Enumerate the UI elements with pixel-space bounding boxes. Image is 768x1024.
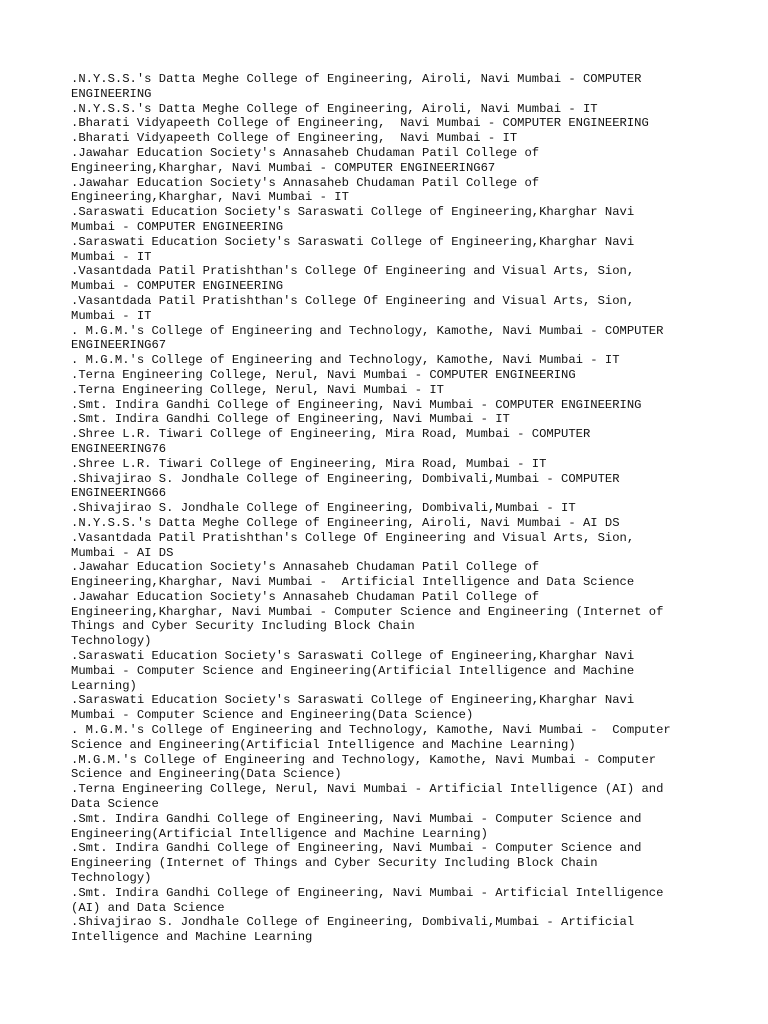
text-line: Data Science [71,797,159,812]
text-line: Things and Cyber Security Including Block Chain [71,619,415,634]
text-line: Engineering,Kharghar, Navi Mumbai - Artificial Intelligence and Data Science [71,575,635,590]
text-line: .Jawahar Education Society's Annasaheb Chudaman Patil College of [71,560,540,575]
text-line: Mumbai - COMPUTER ENGINEERING [71,279,284,294]
text-line: .Bharati Vidyapeeth College of Engineering, Navi Mumbai - IT [71,131,518,146]
text-line: .Bharati Vidyapeeth College of Engineering, Navi Mumbai - COMPUTER ENGINEERING [71,116,649,131]
text-line: Mumbai - Computer Science and Engineering(Artificial Intelligence and Machine [71,663,635,678]
text-line: .Smt. Indira Gandhi College of Engineering, Navi Mumbai - Artificial Intelligence [71,885,664,900]
text-line: .Saraswati Education Society's Saraswati College of Engineering,Kharghar Navi [71,649,635,664]
text-line: .Shivajirao S. Jondhale College of Engineering, Dombivali,Mumbai - IT [71,501,576,516]
text-line: Technology) [71,871,152,886]
text-line: ENGINEERING66 [71,486,167,501]
text-line: Engineering,Kharghar, Navi Mumbai - COMPUTER ENGINEERING67 [71,160,496,175]
text-line: .M.G.M.'s College of Engineering and Technology, Kamothe, Navi Mumbai - Computer [71,752,657,767]
text-line: .Jawahar Education Society's Annasaheb Chudaman Patil College of [71,589,540,604]
text-line: Science and Engineering(Data Science) [71,767,342,782]
text-line: Learning) [71,678,137,693]
text-line: ENGINEERING67 [71,338,167,353]
text-line: .Vasantdada Patil Pratishthan's College Of Engineering and Visual Arts, Sion, [71,264,635,279]
college-list-text [71,72,711,945]
text-line: .Saraswati Education Society's Saraswati College of Engineering,Kharghar Navi [71,205,635,220]
text-line: .Saraswati Education Society's Saraswati College of Engineering,Kharghar Navi [71,234,635,249]
text-line: Mumbai - COMPUTER ENGINEERING [71,219,284,234]
text-line: Technology) [71,634,152,649]
text-line: .Smt. Indira Gandhi College of Engineering, Navi Mumbai - IT [71,412,510,427]
text-line: (AI) and Data Science [71,900,225,915]
text-line: Science and Engineering(Artificial Intelligence and Machine Learning) [71,737,576,752]
text-line: .N.Y.S.S.'s Datta Meghe College of Engineering, Airoli, Navi Mumbai - COMPUTER [71,72,642,86]
text-line: Mumbai - AI DS [71,545,174,560]
text-line: ENGINEERING [71,86,152,101]
text-line: .Smt. Indira Gandhi College of Engineering, Navi Mumbai - Computer Science and [71,811,642,826]
text-line: Engineering,Kharghar, Navi Mumbai - Computer Science and Engineering (Internet of [71,604,664,619]
text-line: .Terna Engineering College, Nerul, Navi Mumbai - COMPUTER ENGINEERING [71,367,576,382]
text-line: . M.G.M.'s College of Engineering and Technology, Kamothe, Navi Mumbai - COMPUTER [71,323,664,338]
text-line: . M.G.M.'s College of Engineering and Technology, Kamothe, Navi Mumbai - Computer [71,723,671,738]
text-line: .Smt. Indira Gandhi College of Engineering, Navi Mumbai - Computer Science and [71,841,642,856]
text-line: .Jawahar Education Society's Annasaheb Chudaman Patil College of [71,145,540,160]
text-line: ENGINEERING76 [71,441,167,456]
text-line: .Shivajirao S. Jondhale College of Engineering, Dombivali,Mumbai - COMPUTER [71,471,620,486]
text-line: Engineering (Internet of Things and Cyber Security Including Block Chain [71,856,598,871]
text-line: .Smt. Indira Gandhi College of Engineering, Navi Mumbai - COMPUTER ENGINEERING [71,397,642,412]
text-line: .Terna Engineering College, Nerul, Navi Mumbai - Artificial Intelligence (AI) and [71,782,664,797]
text-line: .Saraswati Education Society's Saraswati College of Engineering,Kharghar Navi [71,693,635,708]
text-line: . M.G.M.'s College of Engineering and Technology, Kamothe, Navi Mumbai - IT [71,353,620,368]
text-line: Mumbai - IT [71,308,152,323]
text-line: .N.Y.S.S.'s Datta Meghe College of Engineering, Airoli, Navi Mumbai - AI DS [71,515,620,530]
text-line: .Shree L.R. Tiwari College of Engineering, Mira Road, Mumbai - COMPUTER [71,427,591,442]
text-line: .Shree L.R. Tiwari College of Engineering, Mira Road, Mumbai - IT [71,456,547,471]
text-line: .Jawahar Education Society's Annasaheb Chudaman Patil College of [71,175,540,190]
text-line: .Vasantdada Patil Pratishthan's College Of Engineering and Visual Arts, Sion, [71,530,635,545]
text-line: Mumbai - Computer Science and Engineering(Data Science) [71,708,474,723]
text-line: .N.Y.S.S.'s Datta Meghe College of Engineering, Airoli, Navi Mumbai - IT [71,101,598,116]
text-line: Engineering(Artificial Intelligence and Machine Learning) [71,826,488,841]
text-line: .Shivajirao S. Jondhale College of Engineering, Dombivali,Mumbai - Artificial [71,915,635,930]
text-line: .Vasantdada Patil Pratishthan's College Of Engineering and Visual Arts, Sion, [71,293,635,308]
text-line: .Terna Engineering College, Nerul, Navi Mumbai - IT [71,382,444,397]
text-line: Intelligence and Machine Learning [71,930,313,945]
text-line: Mumbai - IT [71,249,152,264]
text-line: Engineering,Kharghar, Navi Mumbai - IT [71,190,349,205]
